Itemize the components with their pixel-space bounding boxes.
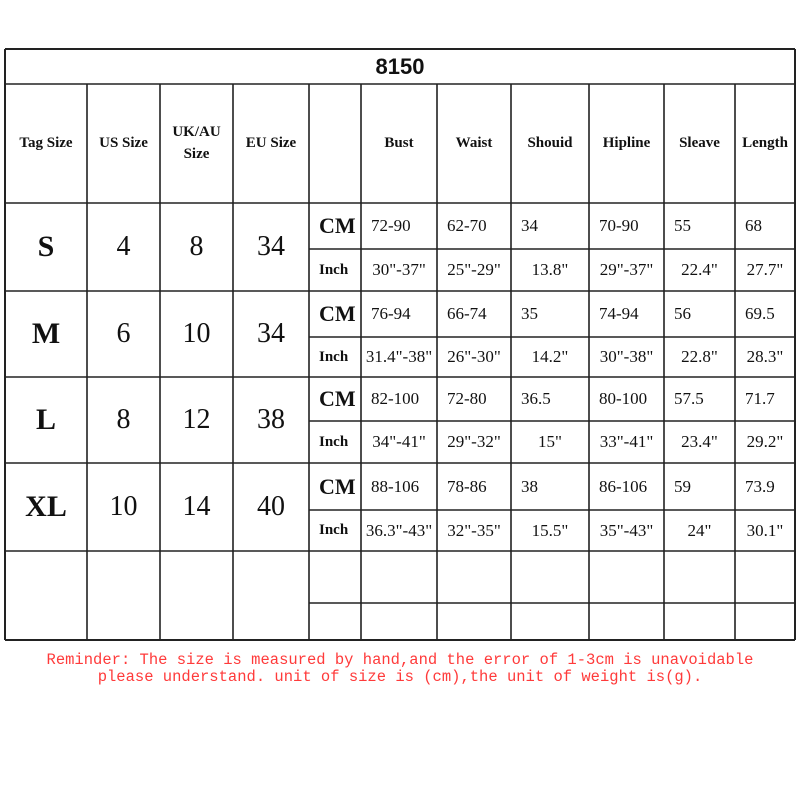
measurement-inch-cell-text: 30.1" bbox=[746, 520, 784, 540]
eu-size-cell bbox=[233, 203, 309, 291]
measurement-inch-cell bbox=[589, 510, 664, 551]
us-size-cell-text: 6 bbox=[116, 318, 131, 349]
column-header-text: EU Size bbox=[245, 134, 297, 151]
unit-label-inch bbox=[309, 337, 361, 377]
measurement-cm-cell bbox=[361, 203, 437, 249]
measurement-inch-cell-text: 15.5" bbox=[531, 520, 569, 540]
measurement-inch-cell bbox=[437, 249, 511, 291]
measurement-cm-cell-text: 82-100 bbox=[371, 389, 420, 408]
measurement-inch-cell-text: 22.4" bbox=[681, 260, 718, 279]
measurement-inch-cell-text: 29.2" bbox=[746, 432, 784, 451]
measurement-inch-cell bbox=[361, 421, 437, 463]
eu-size-cell-text: 34 bbox=[257, 318, 285, 349]
measurement-inch-cell bbox=[735, 337, 795, 377]
measurement-inch-cell bbox=[735, 249, 795, 291]
column-header-text: Length bbox=[742, 134, 788, 151]
us-size-cell-text: 10 bbox=[109, 491, 138, 522]
uk-au-size-cell-text: 10 bbox=[182, 318, 211, 349]
measurement-cm-cell-text: 57.5 bbox=[674, 389, 704, 408]
us-size-cell bbox=[87, 377, 160, 463]
measurement-inch-cell-text: 32"-35" bbox=[447, 520, 501, 540]
measurement-cm-cell bbox=[511, 463, 589, 510]
tag-size-cell bbox=[5, 463, 87, 551]
measurement-cm-cell bbox=[735, 463, 795, 510]
measurement-cm-cell-text: 76-94 bbox=[371, 304, 411, 323]
column-header bbox=[233, 84, 309, 203]
eu-size-cell bbox=[233, 463, 309, 551]
measurement-inch-cell-text: 22.8" bbox=[681, 347, 718, 366]
measurement-inch-cell bbox=[437, 421, 511, 463]
measurement-cm-cell bbox=[437, 463, 511, 510]
measurement-inch-cell-text: 29"-32" bbox=[447, 432, 501, 451]
uk-au-size-cell-text: 14 bbox=[182, 491, 211, 522]
measurement-inch-cell-text: 15" bbox=[538, 432, 562, 451]
reminder-line-1: Reminder: The size is measured by hand,and the error of 1-3cm is unavoidable bbox=[46, 651, 754, 669]
eu-size-cell-text: 38 bbox=[257, 404, 285, 435]
unit-label-cm bbox=[309, 203, 361, 249]
measurement-inch-cell-text: 35"-43" bbox=[599, 520, 654, 540]
column-header-text: Shouid bbox=[527, 134, 573, 151]
measurement-cm-cell bbox=[664, 203, 735, 249]
measurement-inch-cell bbox=[511, 337, 589, 377]
column-header-text: Waist bbox=[455, 134, 493, 151]
column-header-text: Bust bbox=[384, 134, 414, 151]
uk-au-size-cell bbox=[160, 203, 233, 291]
measurement-inch-cell-text: 25"-29" bbox=[447, 260, 501, 279]
measurement-cm-cell-text: 34 bbox=[521, 216, 538, 235]
measurement-cm-cell bbox=[735, 377, 795, 421]
measurement-inch-cell-text: 27.7" bbox=[746, 260, 784, 279]
measurement-cm-cell-text: 78-86 bbox=[447, 476, 487, 496]
measurement-cm-cell-text: 88-106 bbox=[371, 476, 420, 496]
reminder-line-2: please understand. unit of size is (cm),the unit of weight is(g). bbox=[97, 668, 703, 686]
measurement-inch-cell bbox=[511, 249, 589, 291]
column-header bbox=[5, 84, 87, 203]
measurement-cm-cell-text: 55 bbox=[674, 216, 691, 235]
measurement-inch-cell bbox=[437, 337, 511, 377]
column-header-text: Sleave bbox=[679, 134, 720, 151]
measurement-cm-cell bbox=[511, 203, 589, 249]
tag-size-cell-text: S bbox=[37, 230, 55, 263]
measurement-cm-cell bbox=[589, 203, 664, 249]
measurement-cm-cell-text: 74-94 bbox=[599, 304, 639, 323]
unit-label-cm-text: CM bbox=[319, 301, 356, 326]
tag-size-cell-text: L bbox=[35, 403, 56, 436]
column-header bbox=[511, 84, 589, 203]
measurement-inch-cell bbox=[361, 337, 437, 377]
measurement-cm-cell bbox=[664, 377, 735, 421]
uk-au-size-cell bbox=[160, 463, 233, 551]
measurement-cm-cell bbox=[361, 291, 437, 337]
measurement-cm-cell-text: 72-80 bbox=[447, 389, 487, 408]
uk-au-size-cell bbox=[160, 377, 233, 463]
column-header bbox=[361, 84, 437, 203]
measurement-cm-cell bbox=[589, 463, 664, 510]
measurement-inch-cell-text: 29"-37" bbox=[599, 260, 654, 279]
measurement-cm-cell-text: 56 bbox=[674, 304, 691, 323]
measurement-cm-cell bbox=[361, 463, 437, 510]
unit-label-inch-text: Inch bbox=[319, 261, 349, 278]
us-size-cell bbox=[87, 291, 160, 377]
unit-label-cm-text: CM bbox=[319, 473, 356, 499]
measurement-inch-cell-text: 33"-41" bbox=[599, 432, 654, 451]
measurement-inch-cell bbox=[735, 510, 795, 551]
measurement-cm-cell-text: 66-74 bbox=[447, 304, 487, 323]
tag-size-cell bbox=[5, 291, 87, 377]
us-size-cell-text: 4 bbox=[116, 231, 131, 262]
uk-au-size-cell bbox=[160, 291, 233, 377]
eu-size-cell bbox=[233, 377, 309, 463]
measurement-inch-cell-text: 13.8" bbox=[531, 260, 569, 279]
table-title-text: 8150 bbox=[375, 53, 425, 79]
measurement-inch-cell-text: 30"-37" bbox=[372, 260, 426, 279]
uk-au-size-cell-text: 8 bbox=[189, 231, 204, 262]
measurement-inch-cell bbox=[735, 421, 795, 463]
measurement-inch-cell bbox=[589, 337, 664, 377]
unit-label-cm bbox=[309, 463, 361, 510]
measurement-cm-cell-text: 35 bbox=[521, 304, 538, 323]
unit-label-cm-text: CM bbox=[319, 213, 356, 238]
column-header bbox=[664, 84, 735, 203]
measurement-cm-cell-text: 80-100 bbox=[599, 389, 648, 408]
us-size-cell bbox=[87, 463, 160, 551]
measurement-inch-cell-text: 28.3" bbox=[746, 347, 784, 366]
tag-size-cell-text: M bbox=[31, 317, 61, 350]
measurement-cm-cell bbox=[511, 377, 589, 421]
column-header-text: Hipline bbox=[602, 134, 651, 151]
measurement-cm-cell-text: 68 bbox=[745, 216, 762, 235]
measurement-cm-cell-text: 71.7 bbox=[745, 389, 775, 408]
unit-label-cm bbox=[309, 377, 361, 421]
tag-size-cell bbox=[5, 203, 87, 291]
measurement-cm-cell-text: 62-70 bbox=[447, 216, 487, 235]
measurement-cm-cell bbox=[735, 203, 795, 249]
column-header bbox=[160, 84, 233, 203]
measurement-inch-cell-text: 31.4"-38" bbox=[365, 347, 433, 366]
measurement-cm-cell bbox=[437, 203, 511, 249]
measurement-cm-cell-text: 69.5 bbox=[745, 304, 775, 323]
unit-label-inch bbox=[309, 249, 361, 291]
column-header-text: US Size bbox=[99, 134, 148, 151]
measurement-inch-cell-text: 30"-38" bbox=[599, 347, 654, 366]
measurement-cm-cell-text: 72-90 bbox=[371, 216, 411, 235]
eu-size-cell-text: 40 bbox=[257, 491, 285, 522]
measurement-cm-cell bbox=[664, 291, 735, 337]
unit-label-cm-text: CM bbox=[319, 386, 356, 411]
column-header-text: Tag Size bbox=[19, 134, 73, 151]
table-title bbox=[5, 49, 795, 84]
measurement-inch-cell bbox=[361, 510, 437, 551]
column-header bbox=[437, 84, 511, 203]
measurement-inch-cell bbox=[664, 337, 735, 377]
us-size-cell bbox=[87, 203, 160, 291]
eu-size-cell bbox=[233, 291, 309, 377]
measurement-inch-cell bbox=[437, 510, 511, 551]
measurement-cm-cell-text: 36.5 bbox=[521, 389, 551, 408]
column-header-text: UK/AU Size bbox=[172, 123, 221, 162]
measurement-cm-cell bbox=[437, 291, 511, 337]
measurement-inch-cell bbox=[511, 421, 589, 463]
measurement-cm-cell-text: 70-90 bbox=[599, 216, 639, 235]
measurement-cm-cell bbox=[511, 291, 589, 337]
measurement-inch-cell-text: 26"-30" bbox=[447, 347, 501, 366]
measurement-inch-cell bbox=[361, 249, 437, 291]
us-size-cell-text: 8 bbox=[116, 404, 131, 435]
measurement-inch-cell bbox=[664, 510, 735, 551]
measurement-inch-cell-text: 23.4" bbox=[681, 432, 718, 451]
measurement-cm-cell bbox=[589, 291, 664, 337]
measurement-cm-cell-text: 59 bbox=[674, 476, 691, 496]
measurement-cm-cell bbox=[664, 463, 735, 510]
column-header bbox=[589, 84, 664, 203]
measurement-cm-cell-text: 86-106 bbox=[599, 476, 648, 496]
reminder-note bbox=[0, 652, 800, 686]
measurement-inch-cell-text: 24" bbox=[687, 520, 712, 540]
measurement-inch-cell bbox=[589, 249, 664, 291]
measurement-cm-cell-text: 38 bbox=[521, 476, 538, 496]
measurement-cm-cell bbox=[437, 377, 511, 421]
measurement-cm-cell bbox=[735, 291, 795, 337]
column-header bbox=[735, 84, 795, 203]
measurement-inch-cell-text: 34"-41" bbox=[372, 432, 426, 451]
column-header bbox=[87, 84, 160, 203]
unit-label-inch-text: Inch bbox=[319, 522, 349, 538]
measurement-inch-cell bbox=[664, 249, 735, 291]
tag-size-cell bbox=[5, 377, 87, 463]
column-header bbox=[309, 84, 361, 203]
unit-label-inch bbox=[309, 421, 361, 463]
measurement-inch-cell-text: 14.2" bbox=[531, 347, 569, 366]
unit-label-cm bbox=[309, 291, 361, 337]
measurement-cm-cell bbox=[361, 377, 437, 421]
unit-label-inch-text: Inch bbox=[319, 433, 349, 450]
unit-label-inch-text: Inch bbox=[319, 348, 349, 365]
measurement-inch-cell-text: 36.3"-43" bbox=[365, 520, 433, 540]
unit-label-inch bbox=[309, 510, 361, 551]
eu-size-cell-text: 34 bbox=[257, 231, 285, 262]
measurement-cm-cell bbox=[589, 377, 664, 421]
uk-au-size-cell-text: 12 bbox=[182, 404, 211, 435]
measurement-cm-cell-text: 73.9 bbox=[745, 476, 775, 496]
measurement-inch-cell bbox=[664, 421, 735, 463]
measurement-inch-cell bbox=[511, 510, 589, 551]
tag-size-cell-text: XL bbox=[25, 490, 67, 523]
measurement-inch-cell bbox=[589, 421, 664, 463]
